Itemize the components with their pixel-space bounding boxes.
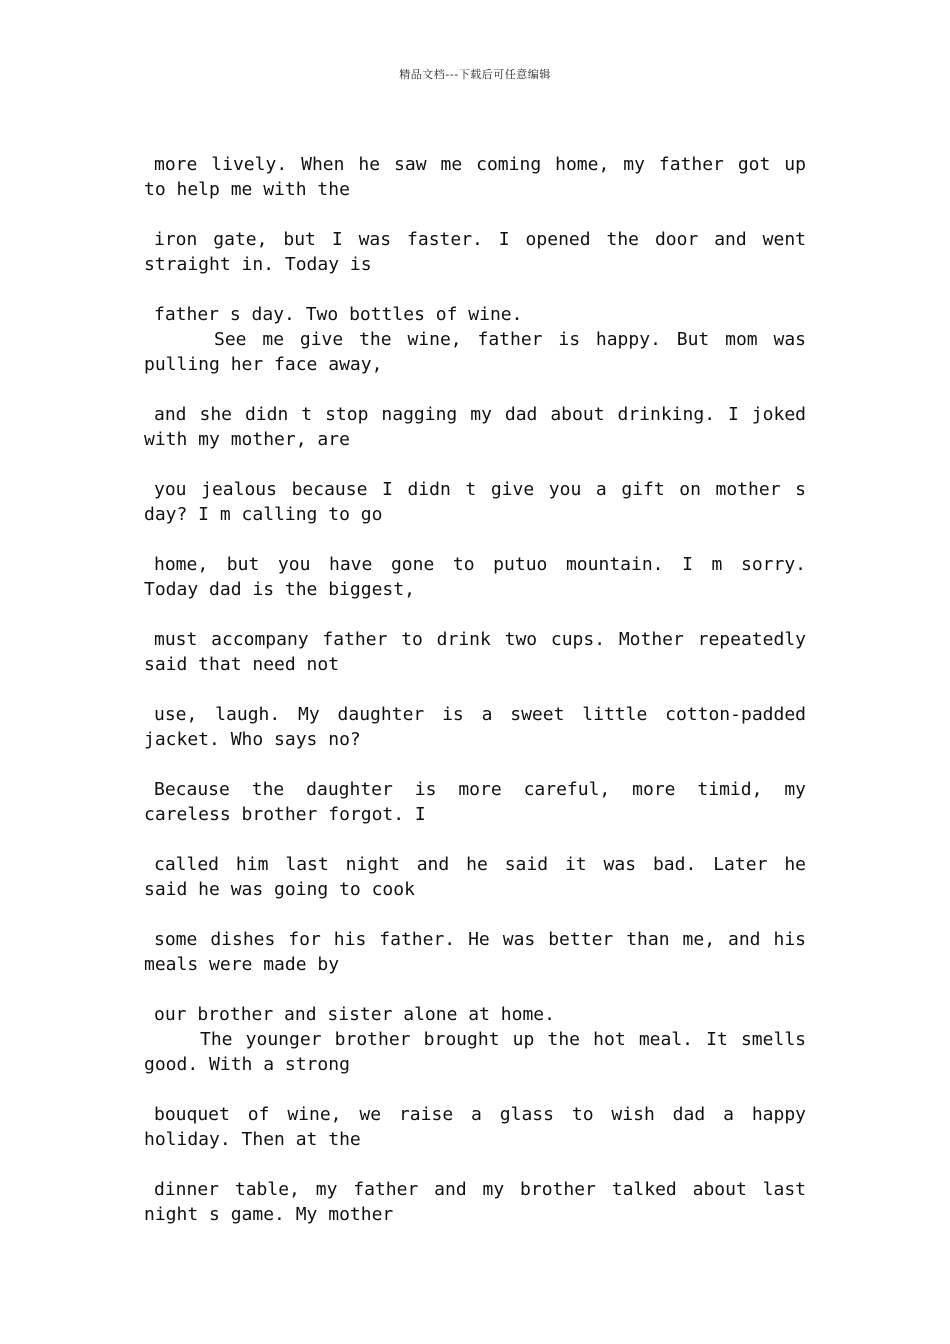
paragraph-line: Today dad is the biggest, [144,579,415,600]
paragraph [144,302,806,327]
paragraph-line: and she didn t stop nagging my dad about drinking. I joked [154,404,806,425]
paragraph-line: called him last night and he said it was bad. Later he [154,854,806,875]
paragraph [144,1027,806,1077]
paragraph [144,1002,806,1027]
page-header: 精品文档---下载后可任意编辑 [399,68,551,81]
paragraph-line: said that need not [144,654,340,675]
paragraph [144,627,806,677]
paragraph-line: dinner table, my father and my brother talked about last [154,1179,806,1200]
paragraph [144,477,806,527]
paragraph [144,552,806,602]
paragraph [144,1102,806,1152]
paragraph [144,927,806,977]
paragraph-line: meals were made by [144,954,340,975]
paragraph-line: father s day. Two bottles of wine. [154,304,523,325]
paragraph-line: straight in. Today is [144,254,372,275]
paragraph-line: jacket. Who says no? [144,729,361,750]
paragraph-line: good. With a strong [144,1054,350,1075]
paragraph-line: use, laugh. My daughter is a sweet little cotton-padded [154,704,806,725]
paragraph-line: iron gate, but I was faster. I opened the door and went [154,229,806,250]
paragraph [144,852,806,902]
paragraph-line: holiday. Then at the [144,1129,361,1150]
paragraph-line: night s game. My mother [144,1204,394,1225]
paragraph-line: with my mother, are [144,429,350,450]
paragraph-line: to help me with the [144,179,350,200]
paragraph-line: The younger brother brought up the hot meal. It smells [200,1029,806,1050]
paragraph-line: must accompany father to drink two cups. Mother repeatedly [154,629,806,650]
paragraph [144,402,806,452]
paragraph-line: See me give the wine, father is happy. But mom was [214,329,806,350]
paragraph-line: you jealous because I didn t give you a gift on mother s [154,479,806,500]
paragraph [144,152,806,202]
paragraph [144,702,806,752]
paragraph-line: more lively. When he saw me coming home, my father got up [154,154,806,175]
paragraph-line: Because the daughter is more careful, more timid, my [154,779,806,800]
paragraph-line: our brother and sister alone at home. [154,1004,555,1025]
paragraph-line: said he was going to cook [144,879,415,900]
paragraph-line: day? I m calling to go [144,504,383,525]
paragraph [144,1177,806,1227]
paragraph [144,777,806,827]
paragraph [144,327,806,377]
paragraph-line: pulling her face away, [144,354,383,375]
paragraph [144,227,806,277]
paragraph-line: some dishes for his father. He was better than me, and his [154,929,806,950]
paragraph-line: bouquet of wine, we raise a glass to wish dad a happy [154,1104,806,1125]
paragraph-line: careless brother forgot. I [144,804,426,825]
paragraph-line: home, but you have gone to putuo mountain. I m sorry. [154,554,806,575]
document-body [144,152,806,1252]
